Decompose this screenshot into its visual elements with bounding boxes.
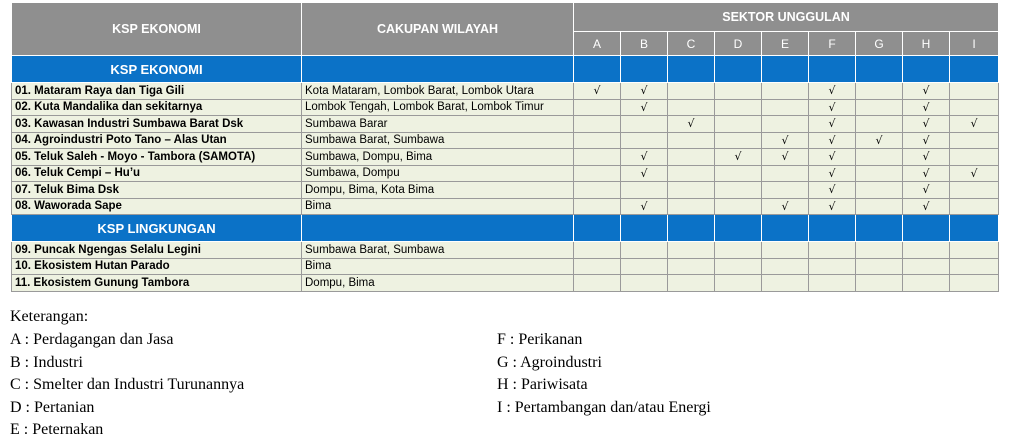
sector-cell [950, 149, 999, 166]
sector-cell [715, 258, 762, 275]
header-sector-c: C [668, 32, 715, 56]
check-mark: √ [903, 83, 950, 100]
sector-cell [762, 275, 809, 292]
sector-cell [762, 165, 809, 182]
check-mark: √ [621, 165, 668, 182]
sector-cell [950, 132, 999, 149]
legend-item: I : Pertambangan dan/atau Energi [497, 398, 711, 416]
sector-cell [903, 242, 950, 259]
sector-cell [574, 99, 621, 116]
sector-cell [715, 242, 762, 259]
check-mark: √ [809, 182, 856, 199]
check-mark: √ [950, 116, 999, 133]
sector-cell [762, 83, 809, 100]
check-mark: √ [950, 165, 999, 182]
section-title: KSP LINGKUNGAN [12, 215, 302, 242]
check-mark: √ [903, 198, 950, 215]
ksp-name: 03. Kawasan Industri Sumbawa Barat Dsk [12, 116, 302, 133]
check-mark: √ [809, 99, 856, 116]
section-cell [715, 215, 762, 242]
ksp-name: 06. Teluk Cempi – Hu’u [12, 165, 302, 182]
table-row [12, 116, 999, 133]
check-mark: √ [621, 99, 668, 116]
sector-cell [856, 275, 903, 292]
sector-cell [715, 132, 762, 149]
legend [10, 307, 1010, 441]
cakupan-wilayah: Sumbawa Barat, Sumbawa [302, 242, 574, 259]
table-row [12, 99, 999, 116]
legend-item: E : Peternakan [10, 421, 104, 438]
check-mark: √ [762, 198, 809, 215]
sector-cell [903, 258, 950, 275]
sector-cell [903, 275, 950, 292]
ksp-name: 09. Puncak Ngengas Selalu Legini [12, 242, 302, 259]
ksp-name: 04. Agroindustri Poto Tano – Alas Utan [12, 132, 302, 149]
sector-cell [574, 116, 621, 133]
check-mark: √ [809, 83, 856, 100]
check-mark: √ [809, 132, 856, 149]
section-cell [302, 215, 574, 242]
sector-cell [574, 242, 621, 259]
ksp-name: 02. Kuta Mandalika dan sekitarnya [12, 99, 302, 116]
table-row [12, 198, 999, 215]
cakupan-wilayah: Sumbawa Barat, Sumbawa [302, 132, 574, 149]
header-sector-f: F [809, 32, 856, 56]
table-row [12, 182, 999, 199]
sector-cell [621, 258, 668, 275]
cakupan-wilayah: Bima [302, 258, 574, 275]
legend-item: A : Perdagangan dan Jasa [10, 331, 174, 348]
sector-cell [668, 149, 715, 166]
sector-cell [668, 198, 715, 215]
table-row [12, 275, 999, 292]
table-row [12, 149, 999, 166]
sector-cell [668, 165, 715, 182]
sector-cell [621, 116, 668, 133]
header-sector-i: I [950, 32, 999, 56]
table-row [12, 165, 999, 182]
sector-cell [621, 132, 668, 149]
legend-right-column [497, 329, 711, 419]
check-mark: √ [903, 116, 950, 133]
sector-cell [762, 182, 809, 199]
sector-cell [856, 149, 903, 166]
ksp-name: 10. Ekosistem Hutan Parado [12, 258, 302, 275]
cakupan-wilayah: Dompu, Bima, Kota Bima [302, 182, 574, 199]
table-row [12, 83, 999, 100]
section-cell [668, 215, 715, 242]
sector-cell [950, 275, 999, 292]
sector-cell [950, 198, 999, 215]
check-mark: √ [809, 149, 856, 166]
sector-cell [574, 149, 621, 166]
section-cell [809, 56, 856, 83]
check-mark: √ [903, 99, 950, 116]
header-sector-d: D [715, 32, 762, 56]
cakupan-wilayah: Bima [302, 198, 574, 215]
sector-cell [762, 242, 809, 259]
sector-cell [668, 275, 715, 292]
sector-cell [715, 182, 762, 199]
sector-cell [715, 275, 762, 292]
check-mark: √ [574, 83, 621, 100]
sector-cell [574, 132, 621, 149]
section-cell [302, 56, 574, 83]
sector-cell [762, 99, 809, 116]
section-cell [903, 56, 950, 83]
header-sector-e: E [762, 32, 809, 56]
sector-cell [668, 83, 715, 100]
check-mark: √ [903, 132, 950, 149]
ksp-table [11, 2, 999, 292]
sector-cell [715, 99, 762, 116]
sector-cell [856, 116, 903, 133]
sector-cell [856, 258, 903, 275]
cakupan-wilayah: Dompu, Bima [302, 275, 574, 292]
sector-cell [621, 182, 668, 199]
sector-cell [668, 182, 715, 199]
table-row [12, 132, 999, 149]
legend-left-column [10, 329, 244, 442]
section-title: KSP EKONOMI [12, 56, 302, 83]
header-sector-g: G [856, 32, 903, 56]
sector-cell [621, 242, 668, 259]
sector-cell [621, 275, 668, 292]
sector-cell [809, 275, 856, 292]
check-mark: √ [762, 132, 809, 149]
section-cell [950, 56, 999, 83]
check-mark: √ [621, 149, 668, 166]
legend-item: G : Agroindustri [497, 353, 602, 371]
sector-cell [668, 132, 715, 149]
section-cell [715, 56, 762, 83]
ksp-name: 05. Teluk Saleh - Moyo - Tambora (SAMOTA) [12, 149, 302, 166]
section-cell [621, 56, 668, 83]
legend-item: F : Perikanan [497, 331, 583, 348]
section-cell [856, 56, 903, 83]
cakupan-wilayah: Sumbawa, Dompu [302, 165, 574, 182]
check-mark: √ [903, 182, 950, 199]
sector-cell [715, 83, 762, 100]
table-body [12, 56, 999, 292]
sector-cell [574, 258, 621, 275]
check-mark: √ [668, 116, 715, 133]
check-mark: √ [903, 149, 950, 166]
header-sector-a: A [574, 32, 621, 56]
ksp-name: 08. Waworada Sape [12, 198, 302, 215]
check-mark: √ [809, 116, 856, 133]
section-cell [950, 215, 999, 242]
section-cell [903, 215, 950, 242]
sector-cell [856, 198, 903, 215]
header-cakupan-wilayah: CAKUPAN WILAYAH [302, 3, 574, 56]
sector-cell [574, 182, 621, 199]
sector-cell [950, 258, 999, 275]
section-cell [574, 215, 621, 242]
sector-cell [856, 165, 903, 182]
sector-cell [715, 165, 762, 182]
section-cell [762, 56, 809, 83]
cakupan-wilayah: Sumbawa, Dompu, Bima [302, 149, 574, 166]
check-mark: √ [809, 198, 856, 215]
section-cell [809, 215, 856, 242]
cakupan-wilayah: Lombok Tengah, Lombok Barat, Lombok Timur [302, 99, 574, 116]
section-cell [762, 215, 809, 242]
sector-cell [856, 182, 903, 199]
sector-cell [762, 116, 809, 133]
sector-cell [574, 165, 621, 182]
header-ksp-ekonomi: KSP EKONOMI [12, 3, 302, 56]
sector-cell [950, 83, 999, 100]
header-sector-h: H [903, 32, 950, 56]
legend-item: C : Smelter dan Industri Turunannya [10, 376, 245, 393]
sector-cell [715, 116, 762, 133]
sector-cell [762, 258, 809, 275]
sector-cell [856, 83, 903, 100]
sector-cell [856, 242, 903, 259]
sector-cell [715, 198, 762, 215]
check-mark: √ [903, 165, 950, 182]
section-cell [621, 215, 668, 242]
section-cell [856, 215, 903, 242]
check-mark: √ [621, 198, 668, 215]
legend-item: B : Industri [10, 353, 83, 371]
sector-cell [668, 242, 715, 259]
section-cell [668, 56, 715, 83]
sector-cell [950, 242, 999, 259]
sector-cell [856, 99, 903, 116]
check-mark: √ [762, 149, 809, 166]
table-row [12, 242, 999, 259]
ksp-name: 11. Ekosistem Gunung Tambora [12, 275, 302, 292]
sector-cell [574, 198, 621, 215]
check-mark: √ [621, 83, 668, 100]
sector-cell [574, 275, 621, 292]
legend-title: Keterangan: [10, 308, 89, 325]
header-sector-b: B [621, 32, 668, 56]
sector-cell [950, 99, 999, 116]
sector-cell [809, 258, 856, 275]
table-row [12, 258, 999, 275]
sector-cell [809, 242, 856, 259]
check-mark: √ [715, 149, 762, 166]
sector-cell [668, 258, 715, 275]
check-mark: √ [856, 132, 903, 149]
sector-cell [950, 182, 999, 199]
header-sektor-unggulan: SEKTOR UNGGULAN [574, 3, 999, 32]
check-mark: √ [809, 165, 856, 182]
sector-cell [668, 99, 715, 116]
ksp-name: 07. Teluk Bima Dsk [12, 182, 302, 199]
cakupan-wilayah: Sumbawa Barar [302, 116, 574, 133]
ksp-name: 01. Mataram Raya dan Tiga Gili [12, 83, 302, 100]
section-cell [574, 56, 621, 83]
cakupan-wilayah: Kota Mataram, Lombok Barat, Lombok Utara [302, 83, 574, 100]
legend-item: H : Pariwisata [497, 376, 588, 393]
legend-item: D : Pertanian [10, 398, 95, 416]
